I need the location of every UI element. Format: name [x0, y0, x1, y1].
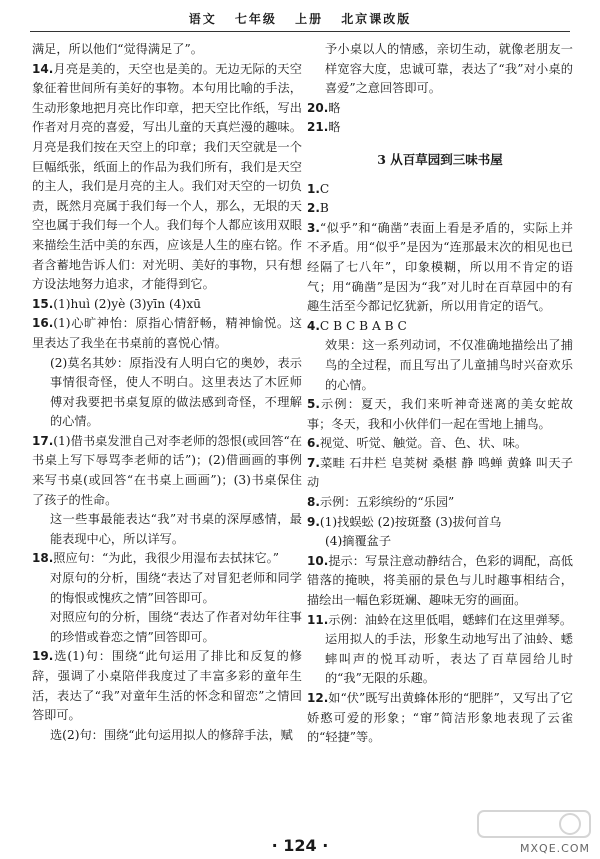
answer-text: 对照应句的分析，围绕“表达了作者对幼年往事的珍惜或眷恋之情”回答即可。 — [50, 610, 302, 644]
answer-number: 3. — [307, 220, 320, 235]
header-subject: 语文 — [188, 12, 217, 26]
answer-text: 菜畦 石井栏 皂荚树 桑椹 静 鸣蝉 黄蜂 叫天子 动 — [307, 455, 573, 490]
answer-item — [307, 219, 573, 317]
answer-item — [32, 510, 302, 549]
answer-item — [32, 40, 302, 60]
answer-item — [307, 513, 573, 533]
answer-item — [32, 647, 302, 725]
header-rule — [30, 31, 570, 32]
answer-number: 12. — [307, 691, 329, 705]
answer-text: (1)心旷神怡：原指心情舒畅，精神愉悦。这里表达了我坐在书桌前的喜悦心情。 — [32, 316, 302, 350]
answer-text: 对原句的分析，围绕“表达了对冒犯老师和同学的悔恨或愧疚之情”回答即可。 — [50, 571, 302, 605]
answer-text: 这一些事最能表达“我”对书桌的深厚感情，最能表现中心，所以详写。 — [50, 512, 302, 546]
answer-item — [307, 454, 573, 493]
answer-item — [32, 726, 302, 746]
answer-item — [307, 493, 573, 513]
answer-item — [307, 689, 573, 748]
answer-number: 9. — [307, 514, 320, 529]
answer-text: 月亮是美的，天空也是美的。无边无际的天空象征着世间所有美好的事物。本句用比喻的手法，生动形象地把月亮比作印章，把天空比作纸，写出作者对月亮的喜爱，写出儿童的天真烂漫的趣味。月亮是我们按在天空上的印章；我们天空就是一个巨幅纸张，纸面上的作品为我们所有，我们是天空的主人，我们是月亮的主人。我们对天空的一切负责，既然月亮属于我们每一个人，那么，无垠的天空也属于我们每一个人。我们每个人都应该用双眼来描绘生活中美的东西，应该是人生的座右铭。作者含蓄地告诉人们：对光明、美好的事物，只有想方设法地努力追求，才能得到它。 — [32, 61, 302, 292]
answer-item — [32, 295, 302, 315]
answer-text: C B C B A B C — [319, 318, 407, 333]
answer-text: (1)借书桌发泄自己对李老师的怨恨(或回答“在书桌上写下辱骂李老师的话”)；(2)借画画的事例来写书桌(或回答“在书桌上画画”)；(3)书桌保住了孩子的性命。 — [32, 433, 302, 507]
answer-text: 提示：写景注意动静结合，色彩的调配，高低错落的掩映，将美丽的景色与儿时趣事相结合，描绘出一幅色彩斑斓、趣味无穷的画面。 — [307, 553, 573, 608]
answer-item — [32, 60, 302, 295]
answer-item — [32, 354, 302, 432]
answer-number: 2. — [307, 201, 320, 216]
answer-item — [307, 118, 573, 138]
right-column-continuation — [307, 40, 573, 138]
answer-item — [307, 552, 573, 611]
answer-item — [307, 99, 573, 119]
answer-text: (1)huì (2)yè (3)yīn (4)xū — [53, 296, 201, 311]
answer-item — [32, 549, 302, 569]
answer-text: 照应句：“为此，我很少用湿布去拭抹它。” — [53, 551, 280, 566]
answer-text: (4)摘覆盆子 — [325, 534, 392, 549]
watermark-text: MXQE.COM — [520, 842, 590, 855]
header-edition: 北京课改版 — [341, 12, 412, 26]
answer-text: 示例：油蛉在这里低唱，蟋蟀们在这里弹琴。 — [328, 612, 573, 627]
answer-item — [307, 395, 573, 434]
right-column — [307, 40, 573, 748]
answer-item — [32, 314, 302, 353]
answer-text: 满足，所以他们“觉得满足了”。 — [32, 42, 203, 56]
answer-number: 7. — [307, 455, 320, 470]
answer-text: 运用拟人的手法，形象生动地写出了油蛉、蟋蟀叫声的悦耳动听，表达了百草园给儿时的“我”无限的乐趣。 — [325, 632, 573, 686]
answer-number: 18. — [32, 551, 54, 566]
answer-number: 15. — [32, 296, 54, 311]
answer-text: 选(2)句：围绕“此句运用拟人的修辞手法，赋 — [50, 727, 293, 742]
answer-item — [307, 611, 573, 631]
answer-text: (2)莫名其妙：原指没有人明白它的奥妙，表示事情很奇怪，使人不明白。这里表达了木匠师傅对我要把书桌复原的做法感到奇怪，不理解的心情。 — [50, 355, 302, 429]
answer-item — [307, 180, 573, 200]
answer-number: 11. — [307, 612, 329, 627]
answer-number: 21. — [307, 120, 329, 135]
answer-text: “似乎”和“确凿”表面上看是矛盾的，实际上并不矛盾。用“似乎”是因为“连那最末次的相见也已经隔了七八年”，印象模糊，所以用不肯定的语气；用“确凿”是因为“我”对儿时在百草园中的有趣生活至今都记忆犹新，所以用肯定的语气。 — [307, 220, 573, 314]
answer-text: 选(1)句：围绕“此句运用了排比和反复的修辞，强调了小桌陪伴我度过了丰富多彩的童年生活，表达了“我”对童年生活的怀念和留恋”之情回答即可。 — [32, 649, 302, 723]
answer-number: 6. — [307, 436, 320, 451]
answer-item — [32, 432, 302, 510]
answer-item — [307, 199, 573, 219]
answer-text: 略 — [328, 120, 341, 135]
answer-number: 1. — [307, 181, 320, 196]
page-number: · 124 · — [271, 836, 329, 855]
answer-item — [307, 317, 573, 337]
answer-text: 视觉、听觉、触觉。音、色、状、味。 — [319, 436, 528, 451]
right-column-answers — [307, 180, 573, 748]
answer-number: 17. — [32, 433, 54, 448]
left-column — [32, 40, 302, 745]
answer-text: 效果：这一系列动词，不仅准确地描绘出了捕鸟的全过程，而且写出了儿童捕鸟时兴奋欢乐的心情。 — [325, 338, 573, 392]
answer-text: B — [319, 201, 329, 216]
answer-item — [307, 434, 573, 454]
answer-number: 8. — [307, 495, 320, 510]
answer-text: 略 — [328, 100, 341, 115]
answer-item — [307, 630, 573, 689]
answer-item — [32, 569, 302, 608]
answer-number: 20. — [307, 100, 329, 115]
answer-number: 5. — [307, 397, 320, 412]
answer-text: 予小桌以人的情感，亲切生动，就像老朋友一样宽容大度，忠诚可靠，表达了“我”对小桌的喜爱”之意回答即可。 — [325, 42, 573, 96]
answer-number: 4. — [307, 318, 320, 333]
header-grade: 七年级 — [234, 12, 277, 26]
answer-number: 16. — [32, 316, 54, 331]
header-volume: 上册 — [295, 12, 324, 26]
answer-number: 10. — [307, 553, 329, 568]
answer-number: 19. — [32, 649, 54, 664]
answer-item — [32, 608, 302, 647]
answer-text: C — [319, 181, 330, 196]
running-header — [0, 10, 600, 27]
section-title: 3 从百草园到三味书屋 — [377, 151, 503, 167]
answer-text: 示例：夏天，我们来听神奇迷离的美女蛇故事；冬天，我和小伙伴们一起在雪地上捕鸟。 — [307, 397, 573, 431]
answer-text: 如“伏”既写出黄蜂体形的“肥胖”，又写出了它娇憨可爱的形象；“窜”简洁形象地表现了云雀的“轻捷”等。 — [307, 691, 573, 745]
answer-text: (1)找蜈蚣 (2)按斑蝥 (3)拔何首乌 — [319, 514, 502, 529]
answer-number: 14. — [32, 61, 54, 76]
answer-item — [307, 532, 573, 552]
answer-item — [307, 336, 573, 395]
answer-text: 示例：五彩缤纷的“乐园” — [319, 495, 455, 510]
answer-item — [307, 40, 573, 99]
